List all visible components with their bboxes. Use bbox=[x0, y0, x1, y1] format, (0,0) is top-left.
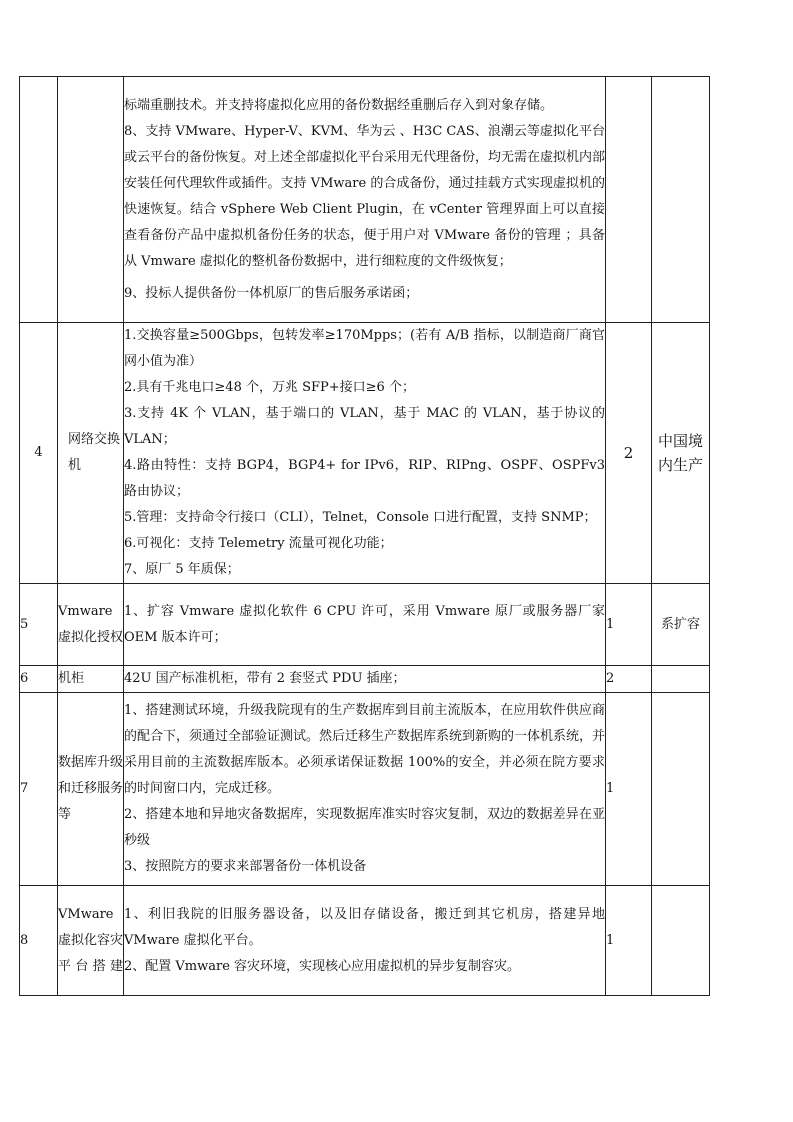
item-quantity: 2 bbox=[606, 666, 652, 693]
spec-line: 8、支持 VMware、Hyper-V、KVM、华为云 、H3C CAS、浪潮云等虚拟化平台或云平台的备份恢复。对上述全部虚拟化平台采用无代理备份，均无需在虚拟机内部安装任何代理软件或插件。支持 VMware 的合成备份，通过挂载方式实现虚拟机的快速恢复。结合 vSphere Web Client Plugin，在 vCenter 管理界面上可以直接查看备份产品中虚拟机备份任务的状态，便于用户对 VMware 备份的管理 ；具备从 Vmware 虚拟化的整机备份数据中，进行细粒度的文件级恢复； bbox=[124, 123, 606, 269]
item-quantity: 2 bbox=[606, 323, 652, 584]
table-row bbox=[20, 693, 710, 886]
item-name bbox=[58, 77, 124, 323]
item-name: Vmware 虚拟化授权 bbox=[58, 584, 124, 666]
spec-line: 4.路由特性：支持 BGP4，BGP4+ for IPv6，RIP、RIPng、OSPF、OSPFv3 路由协议； bbox=[124, 458, 605, 499]
spec-line: 7、原厂 5 年质保； bbox=[124, 562, 240, 577]
spec-line: 6.可视化：支持 Telemetry 流量可视化功能； bbox=[124, 536, 393, 551]
spec-line: 9、投标人提供备份一体机原厂的售后服务承诺函； bbox=[124, 285, 419, 301]
spec-line: 1、扩容 Vmware 虚拟化软件 6 CPU 许可，采用 Vmware 原厂或服务器厂家 OEM 版本许可； bbox=[124, 603, 605, 645]
spec-line: 3.支持 4K 个 VLAN，基于端口的 VLAN，基于 MAC 的 VLAN，基于协议的 VLAN； bbox=[124, 406, 605, 447]
item-name: 机柜 bbox=[58, 666, 124, 693]
item-note bbox=[652, 77, 710, 323]
spec-line: 42U 国产标准机柜，带有 2 套竖式 PDU 插座； bbox=[124, 671, 406, 686]
item-quantity: 1 bbox=[606, 886, 652, 996]
item-note: 中国境内生产 bbox=[652, 323, 710, 584]
item-spec bbox=[124, 584, 606, 666]
spec-line: 2、搭建本地和异地灾备数据库，实现数据库准实时容灾复制，双边的数据差异在亚秒级 bbox=[124, 807, 605, 848]
spec-line: 标端重删技术。并支持将虚拟化应用的备份数据经重删后存入到对象存储。 bbox=[124, 97, 554, 113]
item-quantity bbox=[606, 77, 652, 323]
item-number bbox=[20, 77, 58, 323]
item-quantity: 1 bbox=[606, 584, 652, 666]
item-spec bbox=[124, 666, 606, 693]
item-name: 数据库升级和迁移服务等 bbox=[58, 693, 124, 886]
spec-line: 1、利旧我院的旧服务器设备，以及旧存储设备，搬迁到其它机房，搭建异地 VMware 虚拟化平台。 bbox=[124, 906, 605, 948]
item-spec bbox=[124, 323, 606, 584]
item-note bbox=[652, 886, 710, 996]
spec-line: 2.具有千兆电口≥48 个，万兆 SFP+接口≥6 个； bbox=[124, 380, 415, 395]
item-number: 8 bbox=[20, 886, 58, 996]
item-name: 网络交换机 bbox=[58, 323, 124, 584]
item-quantity: 1 bbox=[606, 693, 652, 886]
spec-line: 3、按照院方的要求来部署备份一体机设备 bbox=[124, 859, 367, 874]
item-number: 6 bbox=[20, 666, 58, 693]
spec-line: 2、配置 Vmware 容灾环境，实现核心应用虚拟机的异步复制容灾。 bbox=[124, 958, 521, 974]
spec-line: 1.交换容量≥500Gbps，包转发率≥170Mpps；(若有 A/B 指标，以制造商厂商官网小值为准） bbox=[124, 328, 605, 369]
item-spec bbox=[124, 77, 606, 323]
item-number: 7 bbox=[20, 693, 58, 886]
item-note: 系扩容 bbox=[652, 584, 710, 666]
table-row bbox=[20, 666, 710, 693]
item-note bbox=[652, 693, 710, 886]
procurement-spec-table bbox=[19, 76, 710, 996]
item-note bbox=[652, 666, 710, 693]
item-spec bbox=[124, 693, 606, 886]
spec-line: 1、搭建测试环境，升级我院现有的生产数据库到目前主流版本，在应用软件供应商的配合下，须通过全部验证测试。然后迁移生产数据库系统到新购的一体机系统，并采用目前的主流数据库版本。必须承诺保证数据 100%的安全，并必须在院方要求的时间窗口内，完成迁移。 bbox=[124, 703, 606, 796]
table-row bbox=[20, 77, 710, 323]
table-row bbox=[20, 886, 710, 996]
item-name: VMware 虚拟化容灾平台搭建 bbox=[58, 886, 124, 996]
item-spec bbox=[124, 886, 606, 996]
spec-line: 5.管理：支持命令行接口（CLI），Telnet，Console 口进行配置，支持 SNMP； bbox=[124, 510, 597, 525]
item-number: 5 bbox=[20, 584, 58, 666]
table-row bbox=[20, 584, 710, 666]
item-number: 4 bbox=[20, 323, 58, 584]
table-row bbox=[20, 323, 710, 584]
